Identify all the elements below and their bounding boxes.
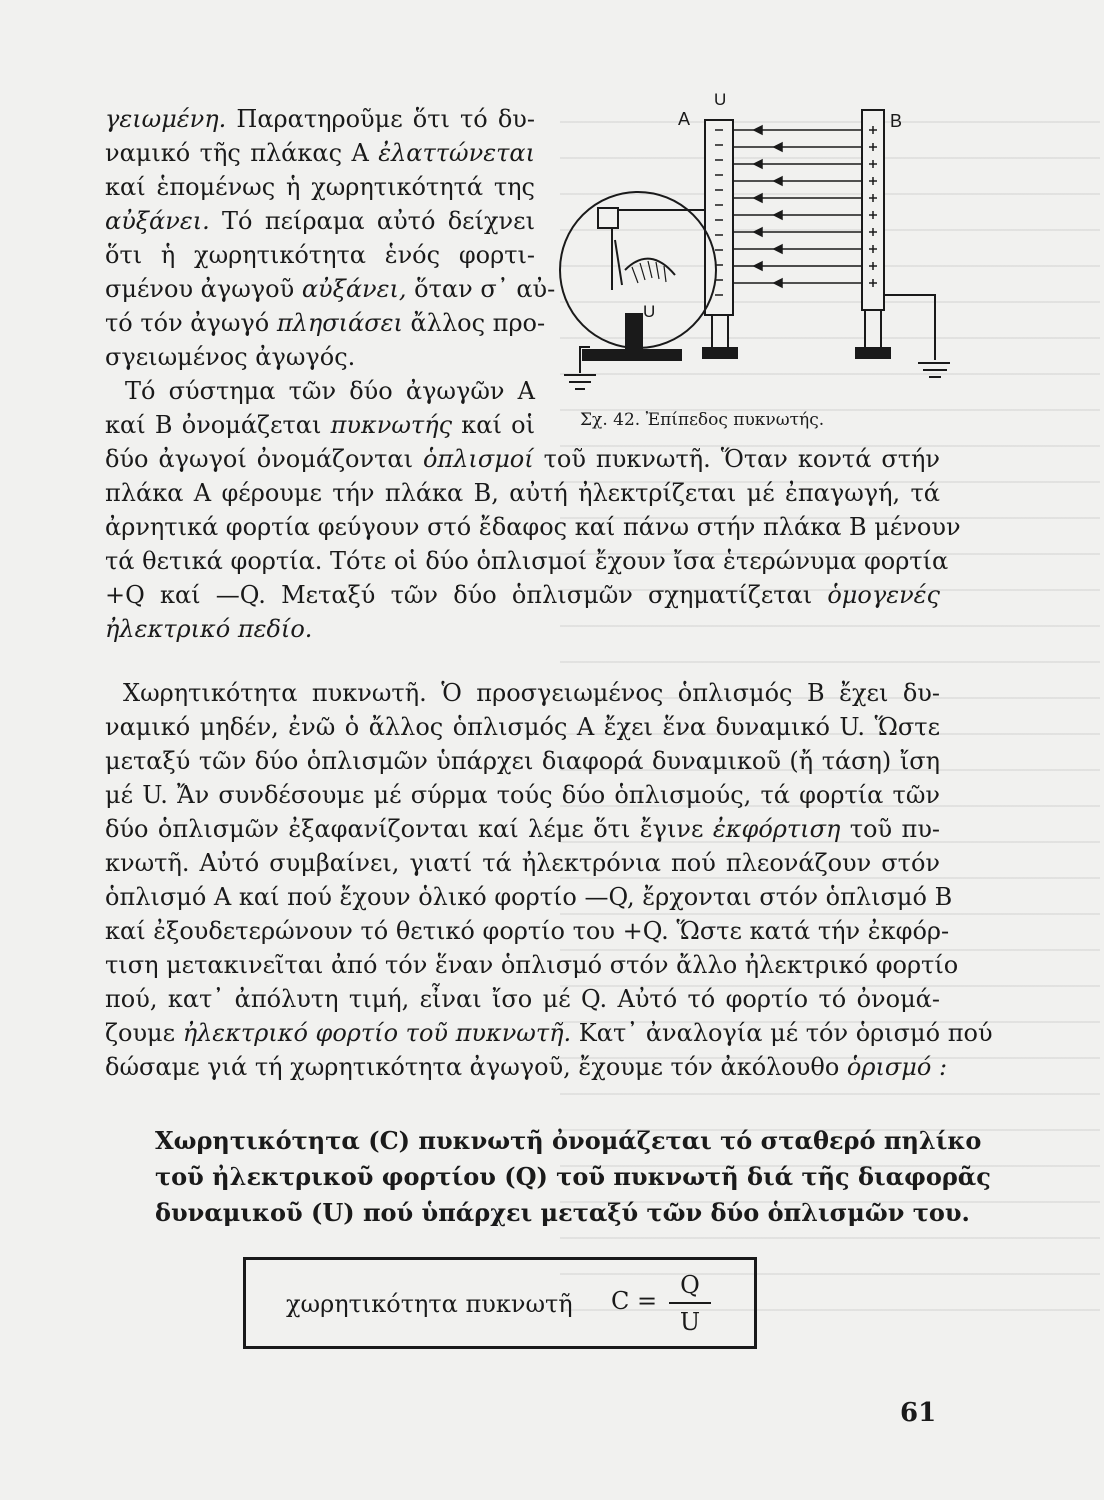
text-line: Τό σύστημα τῶν δύο ἀγωγῶν Α <box>125 377 535 405</box>
field-lines <box>733 126 862 287</box>
paragraph-1 <box>105 442 961 646</box>
figure-label-u: U <box>643 302 656 321</box>
text-line: σγειωμένος ἀγωγός. <box>105 343 356 371</box>
text-line: ὁπλισμό Α καί πού ἔχουν ὁλικό φορτίο —Q, ἔρχονται στόν ὁπλισμό Β <box>105 883 953 911</box>
text-line: ναμικό μηδέν, ἐνῶ ὁ ἄλλος ὁπλισμός Α ἔχει ἕνα δυναμικό U. Ὥστε <box>105 713 940 741</box>
text-line: +Q καί —Q. Μεταξύ τῶν δύο ὁπλισμῶν σχηματίζεται ὁμογενές <box>105 581 940 609</box>
text-line: ἠλεκτρικό πεδίο. <box>105 615 313 643</box>
text-line: καί ἐξουδετερώνουν τό θετικό φορτίο του +Q. Ὥστε κατά τήν ἐκφόρ- <box>105 917 950 945</box>
definition-line: δυναμικοῦ (U) πού ὑπάρχει μεταξύ τῶν δύο ὁπλισμῶν του. <box>155 1198 970 1227</box>
stand-b <box>865 310 881 352</box>
figure-caption: Σχ. 42. Ἐπίπεδος πυκνωτής. <box>580 410 825 430</box>
text-line: πλάκα Α φέρουμε τήν πλάκα Β, αὐτή ἠλεκτρίζεται μέ ἐπαγωγή, τά <box>105 479 940 507</box>
figure-label-u-top: U <box>714 90 727 109</box>
page-number: 61 <box>900 1398 937 1428</box>
capacitor-figure <box>550 85 950 405</box>
text-line: τιση μετακινεῖται ἀπό τόν ἕναν ὁπλισμό στόν ἄλλο ἠλεκτρικό φορτίο <box>105 951 959 979</box>
definition-block <box>155 1123 991 1231</box>
definition-line: Χωρητικότητα (C) πυκνωτῆ ὀνομάζεται τό σταθερό πηλίκο <box>155 1126 982 1155</box>
text-line: σμένου ἀγωγοῦ αὐξάνει, ὅταν σ᾽ αὐ- <box>105 275 556 303</box>
electroscope-base <box>582 349 682 361</box>
stand-b-base <box>855 347 891 359</box>
stand-a-base <box>702 347 738 359</box>
text-line: καί Β ὀνομάζεται πυκνωτής καί οἱ <box>105 411 535 439</box>
text-line: δύο ὁπλισμῶν ἐξαφανίζονται καί λέμε ὅτι ἔγινε ἐκφόρτιση τοῦ πυ- <box>105 815 941 843</box>
text-line: τά θετικά φορτία. Τότε οἱ δύο ὁπλισμοί ἔχουν ἴσα ἑτερώνυμα φορτία <box>105 547 949 575</box>
wrapped-text-block <box>105 102 556 442</box>
figure-label-b: B <box>890 111 903 131</box>
formula-label: χωρητικότητα πυκνωτῆ <box>286 1290 573 1318</box>
formula-box <box>243 1257 757 1349</box>
plate-a <box>705 120 733 315</box>
text-line: μεταξύ τῶν δύο ὁπλισμῶν ὑπάρχει διαφορά δυναμικοῦ (ἤ τάση) ἴση <box>105 747 940 775</box>
text-line: ζουμε ἠλεκτρικό φορτίο τοῦ πυκνωτῆ. Κατ᾽ ἀναλογία μέ τόν ὁρισμό πού <box>105 1019 993 1047</box>
formula-numerator: Q <box>680 1271 700 1299</box>
text-line: δώσαμε γιά τή χωρητικότητα ἀγωγοῦ, ἔχουμε τόν ἀκόλουθο ὁρισμό : <box>105 1053 948 1081</box>
formula-denominator: U <box>679 1308 701 1336</box>
definition-line: τοῦ ἠλεκτρικοῦ φορτίου (Q) τοῦ πυκνωτῆ διά τῆς διαφορᾶς <box>155 1162 991 1191</box>
text-line: κνωτῆ. Αὐτό συμβαίνει, γιατί τά ἠλεκτρόνια πού πλεονάζουν στόν <box>105 849 940 877</box>
paragraph-2 <box>105 676 993 1084</box>
text-line: ὅτι ἡ χωρητικότητα ἑνός φορτι- <box>105 241 535 269</box>
text-line: δύο ἀγωγοί ὀνομάζονται ὁπλισμοί τοῦ πυκνωτῆ. Ὅταν κοντά στήν <box>105 445 940 473</box>
text-line: ναμικό τῆς πλάκας Α ἐλαττώνεται <box>105 139 535 167</box>
text-line: καί ἑπομένως ἡ χωρητικότητά της <box>105 173 535 201</box>
text-line: μέ U. Ἄν συνδέσουμε μέ σύρμα τούς δύο ὁπλισμούς, τά φορτία τῶν <box>105 781 940 809</box>
text-line: γειωμένη. Παρατηροῦμε ὅτι τό δυ- <box>105 105 535 133</box>
ground-b-icon <box>884 295 950 377</box>
text-line: πού, κατ᾽ ἀπόλυτη τιμή, εἶναι ἴσο μέ Q. Αὐτό τό φορτίο τό ὀνομά- <box>105 985 940 1013</box>
text-line: αὐξάνει. Τό πείραμα αὐτό δείχνει <box>105 207 535 235</box>
formula-lhs: C = <box>611 1287 658 1315</box>
text-line: ἀρνητικά φορτία φεύγουν στό ἔδαφος καί πάνω στήν πλάκα Β μένουν <box>105 513 961 541</box>
text-line: τό τόν ἀγωγό πλησιάσει ἄλλος προ- <box>105 309 546 337</box>
text-line: Χωρητικότητα πυκνωτῆ. Ὁ προσγειωμένος ὁπλισμός Β ἔχει δυ- <box>123 679 940 707</box>
figure-label-a: A <box>678 109 691 129</box>
stand-a <box>712 315 728 350</box>
formula-fraction <box>669 1268 711 1340</box>
